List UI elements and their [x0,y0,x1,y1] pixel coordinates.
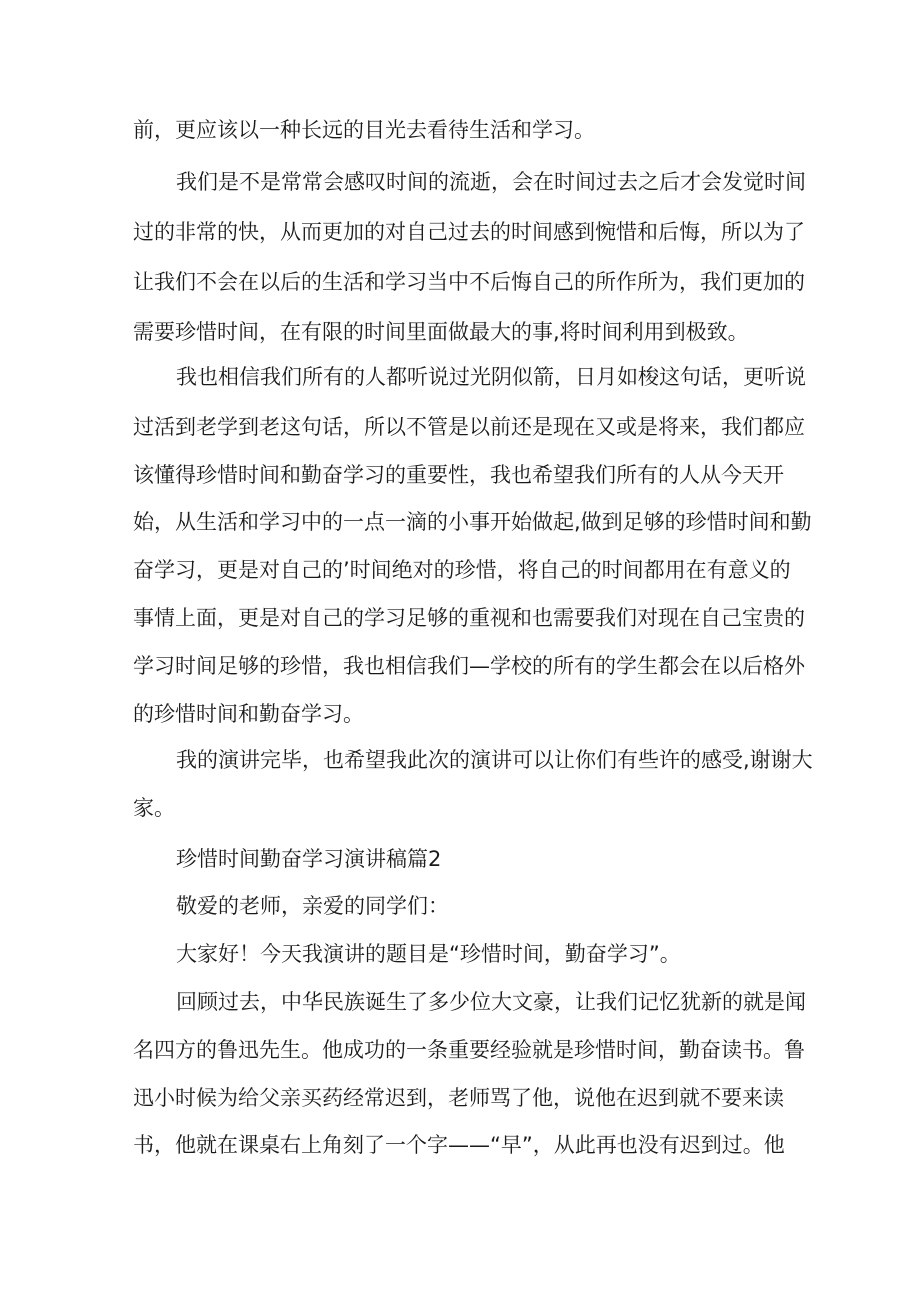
text-line: 我的演讲完毕，也希望我此次的演讲可以让你们有些许的感受,谢谢大 [176,748,813,772]
text-line: 书，他就在课桌右上角刻了一个字——“早”，从此再也没有迟到过。他 [133,1133,785,1157]
text-line: 事情上面，更是对自己的学习足够的重视和也需要我们对现在自己宝贵的 [133,606,805,630]
text-line: 过活到老学到老这句话，所以不管是以前还是现在又或是将来，我们都应 [133,415,805,439]
text-line: 需要珍惜时间，在有限的时间里面做最大的事,将时间利用到极致。 [133,320,749,344]
text-line: 我们是不是常常会感叹时间的流逝，会在时间过去之后才会发觉时间 [176,170,806,194]
text-line: 的珍惜时间和勤奋学习。 [133,702,364,726]
text-line: 敬爱的老师，亲爱的同学们： [176,894,449,918]
text-line: 我也相信我们所有的人都听说过光阴似箭，日月如梭这句话，更听说 [176,365,806,389]
text-line: 迅小时候为给父亲买药经常迟到，老师骂了他，说他在迟到就不要来读 [133,1086,784,1110]
text-line: 家。 [133,796,175,820]
text-line: 奋学习，更是对自己的’时间绝对的珍惜，将自己的时间都用在有意义的 [133,558,791,582]
text-line: 过的非常的快，从而更加的对自己过去的时间感到惋惜和后悔，所以为了 [133,220,805,244]
text-line: 大家好！今天我演讲的题目是“珍惜时间，勤奋学习”。 [176,942,681,966]
text-line: 学习时间足够的珍惜，我也相信我们—学校的所有的学生都会在以后格外 [133,654,805,678]
text-line: 回顾过去，中华民族诞生了多少位大文豪，让我们记忆犹新的就是闻 [176,990,806,1014]
text-line: 该懂得珍惜时间和勤奋学习的重要性，我也希望我们所有的人从今天开 [133,463,784,487]
text-line: 名四方的鲁迅先生。他成功的一条重要经验就是珍惜时间，勤奋读书。鲁 [133,1038,805,1062]
text-line: 让我们不会在以后的生活和学习当中不后悔自己的所作所为，我们更加的 [133,270,805,294]
text-line: 前，更应该以一种长远的目光去看待生活和学习。 [133,118,595,142]
section-heading: 珍惜时间勤奋学习演讲稿篇2 [176,847,442,871]
text-line: 始，从生活和学习中的一点一滴的小事开始做起,做到足够的珍惜时间和勤 [133,510,812,534]
